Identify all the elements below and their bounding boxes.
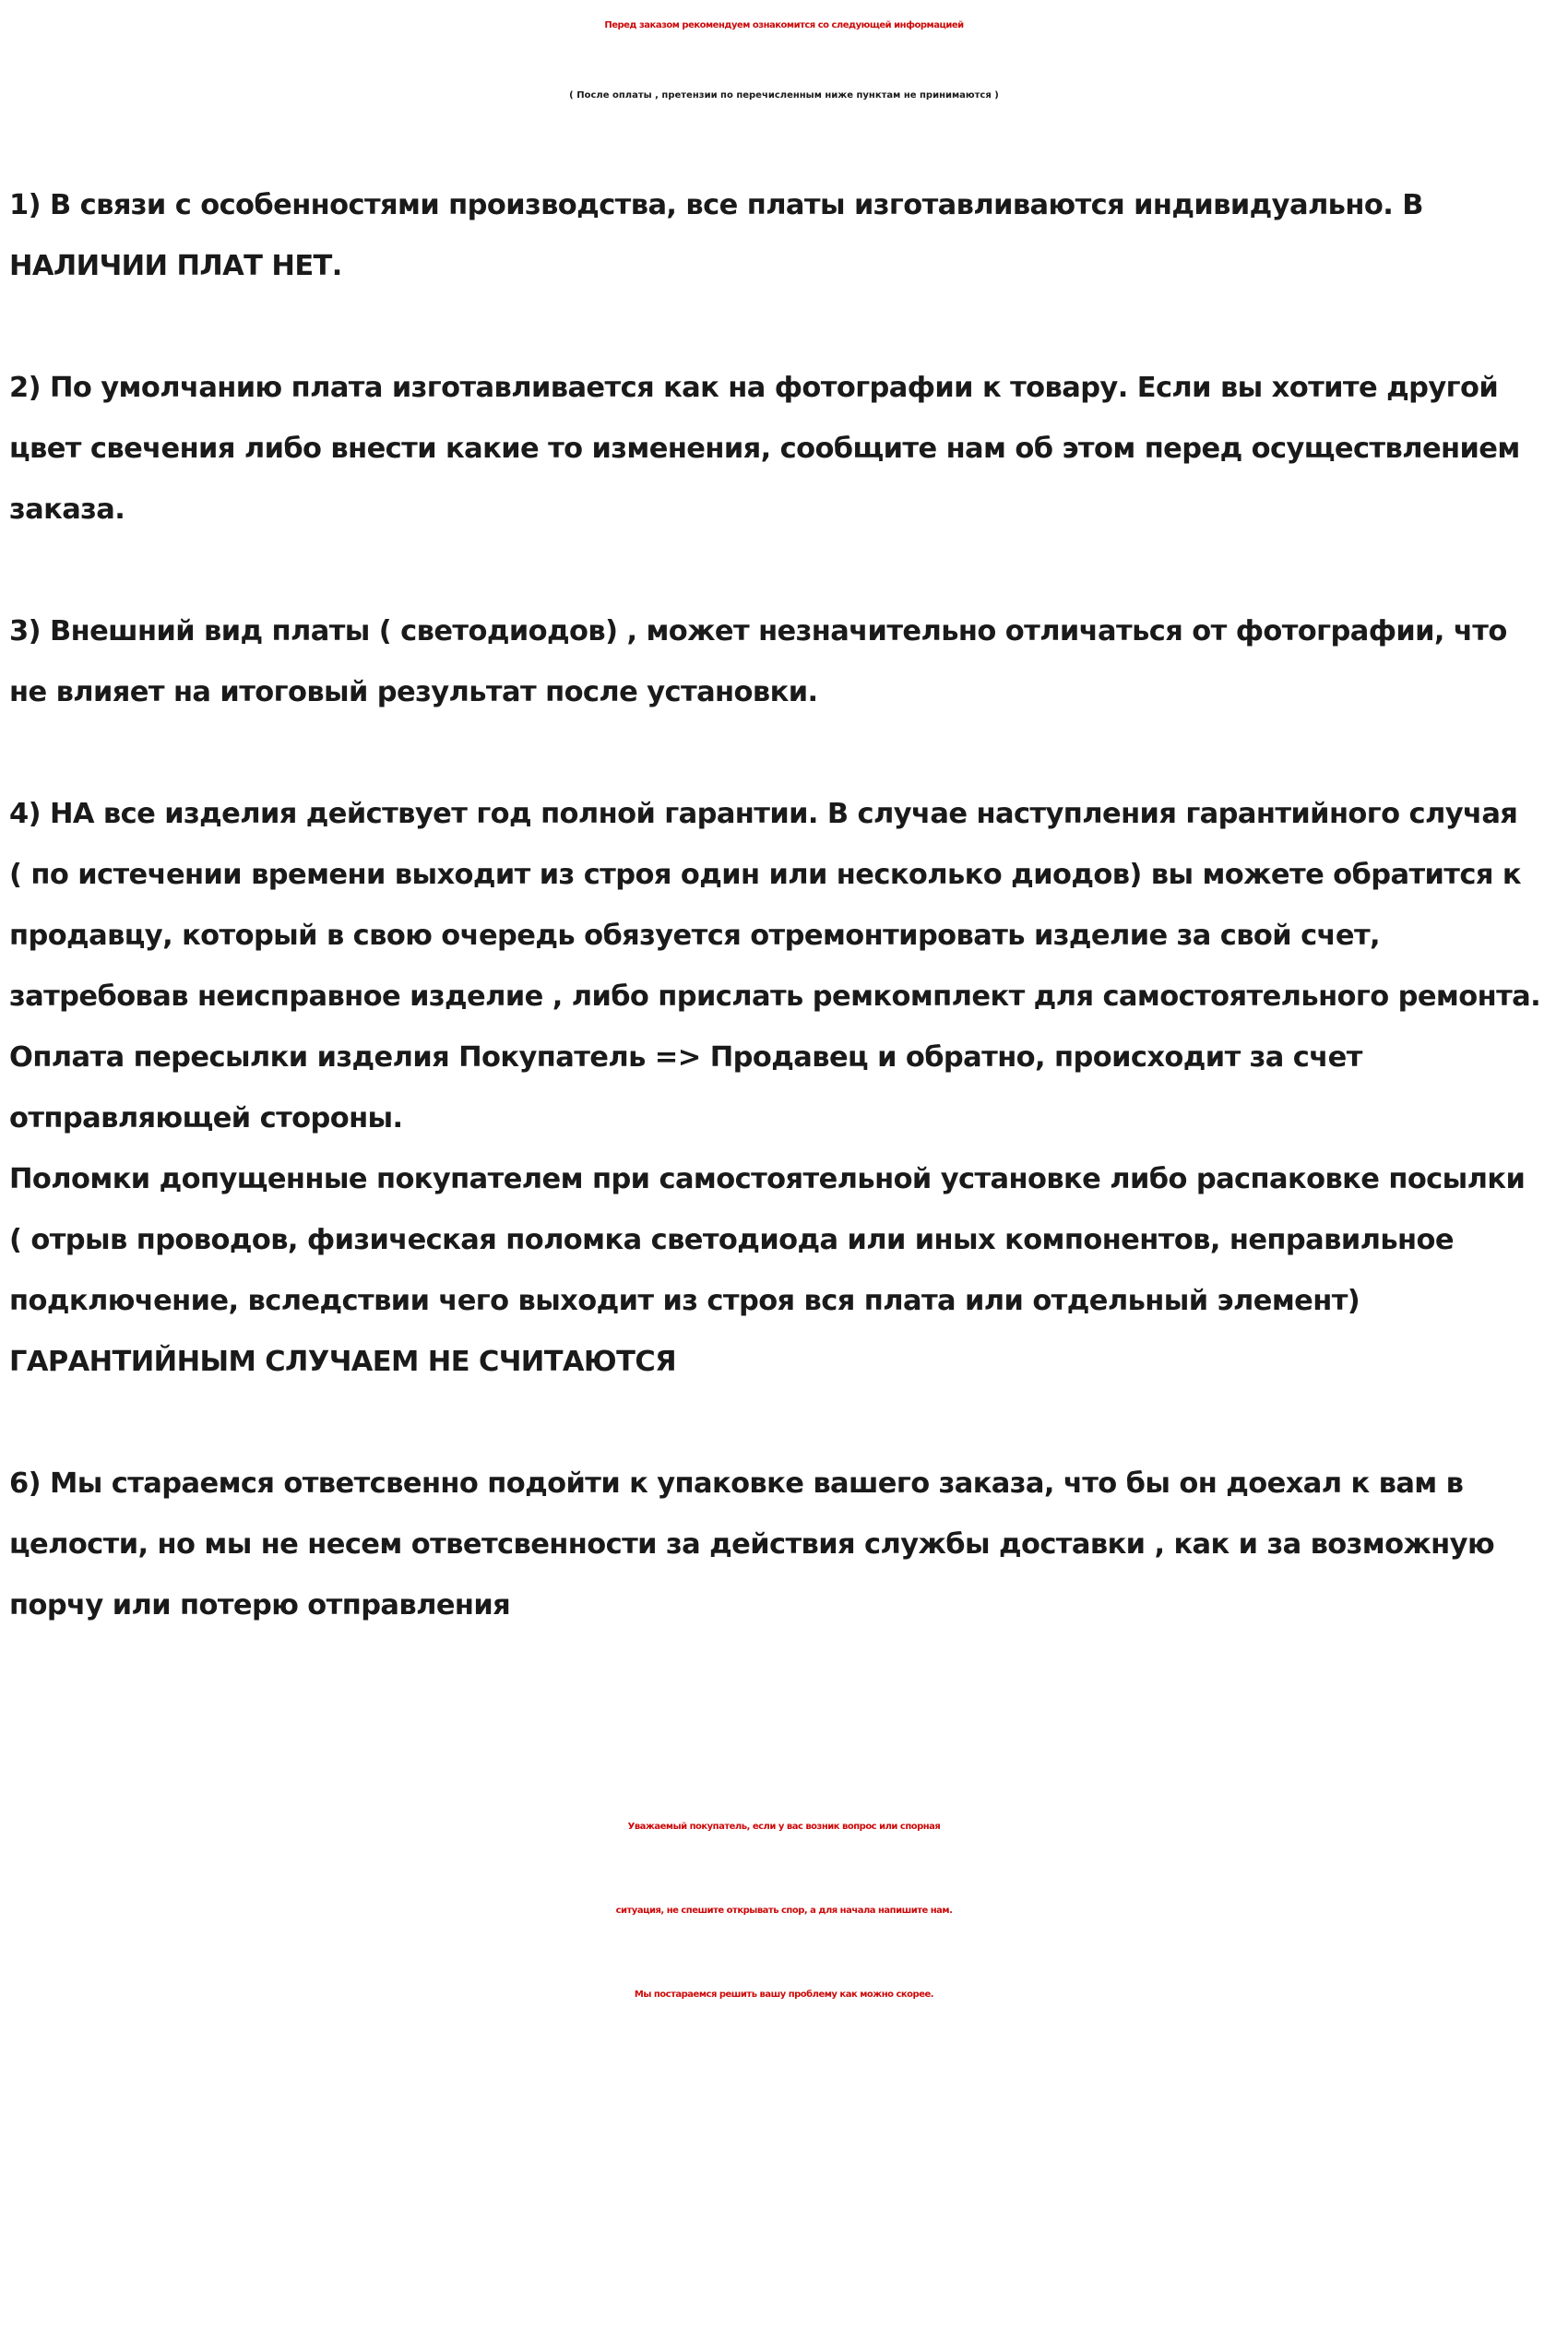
page-title: Перед заказом рекомендуем ознакомится со следующей информацией [604,20,964,30]
rule-item-3: 3) Внешний вид платы ( светодиодов) , может незначительно отличаться от фотографии, что не влияет на итоговый результат после установки. [9,615,1507,708]
rules-list [9,175,1561,1636]
page-subtitle: ( После оплаты , претензии по перечисленным ниже пунктам не принимаются ) [569,90,999,101]
rule-spacer [9,297,1561,358]
rule-spacer [9,723,1561,784]
rule-spacer [9,540,1561,601]
rule-item-1: 1) В связи с особенностями производства, все платы изготавливаются индивидуально. В НАЛИЧИИ ПЛАТ НЕТ. [9,189,1423,282]
rule-item-2: 2) По умолчанию плата изготавливается как на фотографии к товару. Если вы хотите другой цвет свечения либо внести какие то изменения, сообщите нам об этом перед осуществлением заказа. [9,372,1520,526]
rule-item-4: 4) НА все изделия действует год полной гарантии. В случае наступления гарантийного случая ( по истечении времени выходит из строя один или несколько диодов) вы можете обратится к продавцу, который в свою очередь обязуется отремонтировать изделие за свой счет, затребовав неисправное изделие , либо прислать ремкомплект для самостоятельного ремонта. Оплата пересылки изделия Покупатель => Продавец и обратно, происходит за счет отправляющей стороны. Поломки допущенные покупателем при самостоятельной установке либо распаковке посылки ( отрыв проводов, физическая поломка светодиода или иных компонентов, неправильное подключение, вследствии чего выходит из строя вся плата или отдельный элемент) ГАРАНТИЙНЫМ СЛУЧАЕМ НЕ СЧИТАЮТСЯ [9,798,1541,1378]
customer-message-line: ситуация, не спешите открывать спор, а для начала напишите нам. [615,1906,953,1916]
customer-message [0,1785,1568,2037]
customer-message-line: Уважаемый покупатель, если у вас возник вопрос или спорная [627,1822,941,1832]
rule-spacer [9,1393,1561,1454]
rule-item-6: 6) Мы стараемся ответсвенно подойти к упаковке вашего заказа, что бы он доехал к вам в целости, но мы не несем ответсвенности за действия службы доставки , как и за возможную порчу или потерю отправления [9,1467,1494,1621]
customer-message-line: Мы постараемся решить вашу проблему как можно скорее. [634,1990,934,2000]
